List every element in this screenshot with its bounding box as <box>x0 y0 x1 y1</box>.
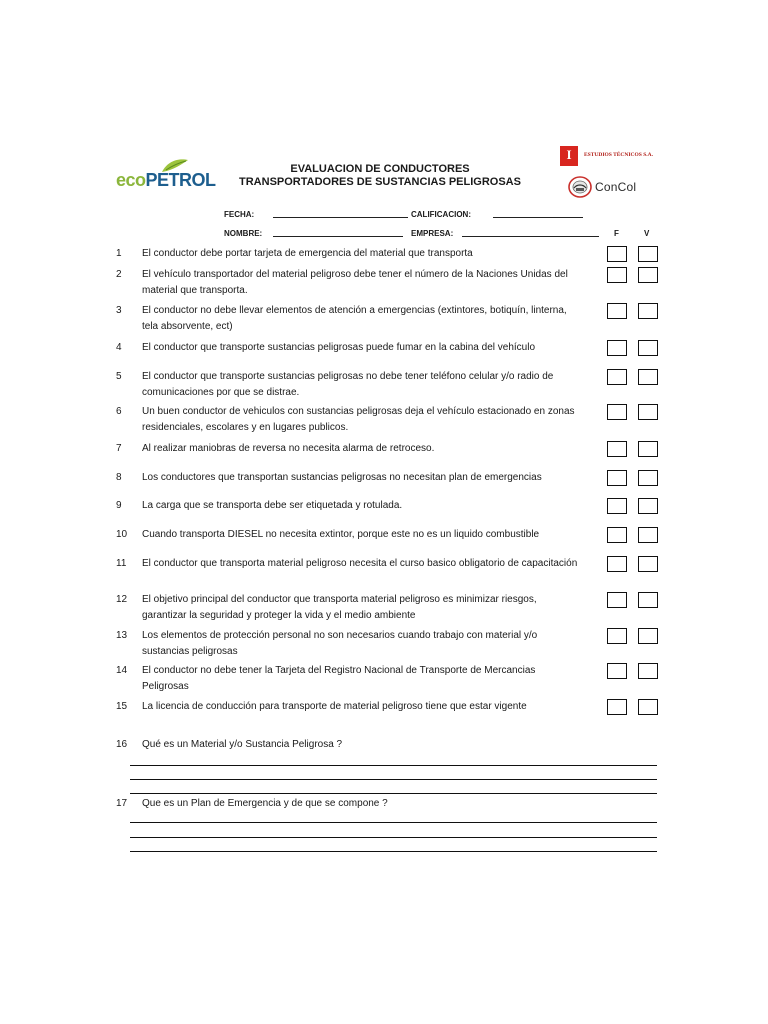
answer-v-checkbox[interactable] <box>638 303 658 319</box>
question-text: El conductor que transporte sustancias peligrosas no debe tener teléfono celular y/o radio de comunicaciones por que se distrae. <box>142 371 554 398</box>
question-number: 2 <box>116 269 122 280</box>
answer-v-checkbox[interactable] <box>638 267 658 283</box>
answer-line[interactable] <box>130 793 657 794</box>
question-number: 13 <box>116 630 128 641</box>
question-number: 7 <box>116 443 122 454</box>
question-number: 8 <box>116 472 122 483</box>
nombre-field[interactable] <box>273 236 403 237</box>
question-text: El conductor debe portar tarjeta de emergencia del material que transporta <box>142 248 473 259</box>
answer-f-checkbox[interactable] <box>607 369 627 385</box>
answer-f-checkbox[interactable] <box>607 498 627 514</box>
answer-f-checkbox[interactable] <box>607 699 627 715</box>
answer-v-checkbox[interactable] <box>638 441 658 457</box>
calificacion-label: CALIFICACION: <box>411 210 471 219</box>
document-title-line2: TRANSPORTADORES DE SUSTANCIAS PELIGROSAS <box>239 176 521 188</box>
question-text: Que es un Plan de Emergencia y de que se compone ? <box>142 798 388 809</box>
et-mark: I <box>560 146 578 166</box>
empresa-field[interactable] <box>462 236 599 237</box>
nombre-label: NOMBRE: <box>224 229 263 238</box>
question-text: El conductor no debe llevar elementos de atención a emergencias (extintores, botiquín, linterna, tela absorvente, ect) <box>142 305 567 332</box>
question-text: Cuando transporta DIESEL no necesita extintor, porque este no es un liquido combustible <box>142 529 540 540</box>
column-header-v: V <box>644 229 650 238</box>
answer-f-checkbox[interactable] <box>607 303 627 319</box>
column-header-f: F <box>614 229 619 238</box>
answer-f-checkbox[interactable] <box>607 527 627 543</box>
et-text: ESTUDIOS TÉCNICOS S.A. <box>584 152 653 158</box>
question-text: Qué es un Material y/o Sustancia Peligrosa ? <box>142 739 343 750</box>
empresa-label: EMPRESA: <box>411 229 454 238</box>
question-text: La carga que se transporta debe ser etiquetada y rotulada. <box>142 500 403 511</box>
answer-v-checkbox[interactable] <box>638 628 658 644</box>
answer-v-checkbox[interactable] <box>638 699 658 715</box>
question-text: El conductor no debe tener la Tarjeta del Registro Nacional de Transporte de Mercancias Peligrosas <box>142 665 536 692</box>
concol-logo <box>568 174 668 200</box>
question-text: El vehículo transportador del material peligroso debe tener el número de la Naciones Unidas del material que transporta. <box>142 269 568 296</box>
question-number: 5 <box>116 371 122 382</box>
answer-v-checkbox[interactable] <box>638 527 658 543</box>
concol-text: ConCol <box>595 180 637 194</box>
question-text: Al realizar maniobras de reversa no necesita alarma de retroceso. <box>142 443 435 454</box>
ecopetrol-logo <box>116 158 216 192</box>
concol-emblem-icon <box>568 176 592 198</box>
question-number: 14 <box>116 665 128 676</box>
question-number: 9 <box>116 500 122 511</box>
question-text: Los elementos de protección personal no son necesarios cuando trabajo con material y/o sustancias peligrosas <box>142 630 538 657</box>
question-text: El conductor que transporta material peligroso necesita el curso basico obligatorio de capacitación <box>142 558 578 569</box>
estudios-tecnicos-logo <box>560 146 670 170</box>
answer-v-checkbox[interactable] <box>638 404 658 420</box>
fecha-label: FECHA: <box>224 210 255 219</box>
answer-line[interactable] <box>130 765 657 766</box>
logo-petrol-text: PETROL <box>145 170 216 190</box>
answer-f-checkbox[interactable] <box>607 404 627 420</box>
answer-f-checkbox[interactable] <box>607 340 627 356</box>
answer-v-checkbox[interactable] <box>638 498 658 514</box>
question-text: La licencia de conducción para transporte de material peligroso tiene que estar vigente <box>142 701 527 712</box>
question-text: El objetivo principal del conductor que transporta material peligroso es minimizar riesgos, garantizar la seguridad y proteger la vida y el medio ambiente <box>142 594 537 621</box>
question-text: Los conductores que transportan sustancias peligrosas no necesitan plan de emergencias <box>142 472 542 483</box>
question-number: 6 <box>116 406 122 417</box>
answer-f-checkbox[interactable] <box>607 441 627 457</box>
answer-v-checkbox[interactable] <box>638 246 658 262</box>
answer-v-checkbox[interactable] <box>638 369 658 385</box>
question-number: 10 <box>116 529 128 540</box>
answer-line[interactable] <box>130 822 657 823</box>
question-number: 11 <box>116 558 127 569</box>
calificacion-field[interactable] <box>493 217 583 218</box>
answer-f-checkbox[interactable] <box>607 556 627 572</box>
answer-f-checkbox[interactable] <box>607 470 627 486</box>
answer-f-checkbox[interactable] <box>607 628 627 644</box>
question-number: 1 <box>116 248 122 259</box>
logo-eco-text: eco <box>116 170 146 190</box>
answer-v-checkbox[interactable] <box>638 470 658 486</box>
answer-v-checkbox[interactable] <box>638 592 658 608</box>
question-text: El conductor que transporte sustancias peligrosas puede fumar en la cabina del vehículo <box>142 342 536 353</box>
answer-line[interactable] <box>130 837 657 838</box>
question-number: 16 <box>116 739 128 750</box>
question-number: 3 <box>116 305 122 316</box>
answer-f-checkbox[interactable] <box>607 246 627 262</box>
question-number: 15 <box>116 701 128 712</box>
document-title-line1: EVALUACION DE CONDUCTORES <box>290 163 470 175</box>
answer-f-checkbox[interactable] <box>607 267 627 283</box>
fecha-field[interactable] <box>273 217 408 218</box>
answer-f-checkbox[interactable] <box>607 592 627 608</box>
answer-line[interactable] <box>130 779 657 780</box>
question-text: Un buen conductor de vehiculos con sustancias peligrosas deja el vehículo estacionado en zonas residenciales, escolares y en lugares publicos. <box>142 406 575 433</box>
question-number: 4 <box>116 342 122 353</box>
question-number: 17 <box>116 798 128 809</box>
answer-v-checkbox[interactable] <box>638 556 658 572</box>
answer-v-checkbox[interactable] <box>638 663 658 679</box>
answer-f-checkbox[interactable] <box>607 663 627 679</box>
question-number: 12 <box>116 594 128 605</box>
answer-v-checkbox[interactable] <box>638 340 658 356</box>
answer-line[interactable] <box>130 851 657 852</box>
